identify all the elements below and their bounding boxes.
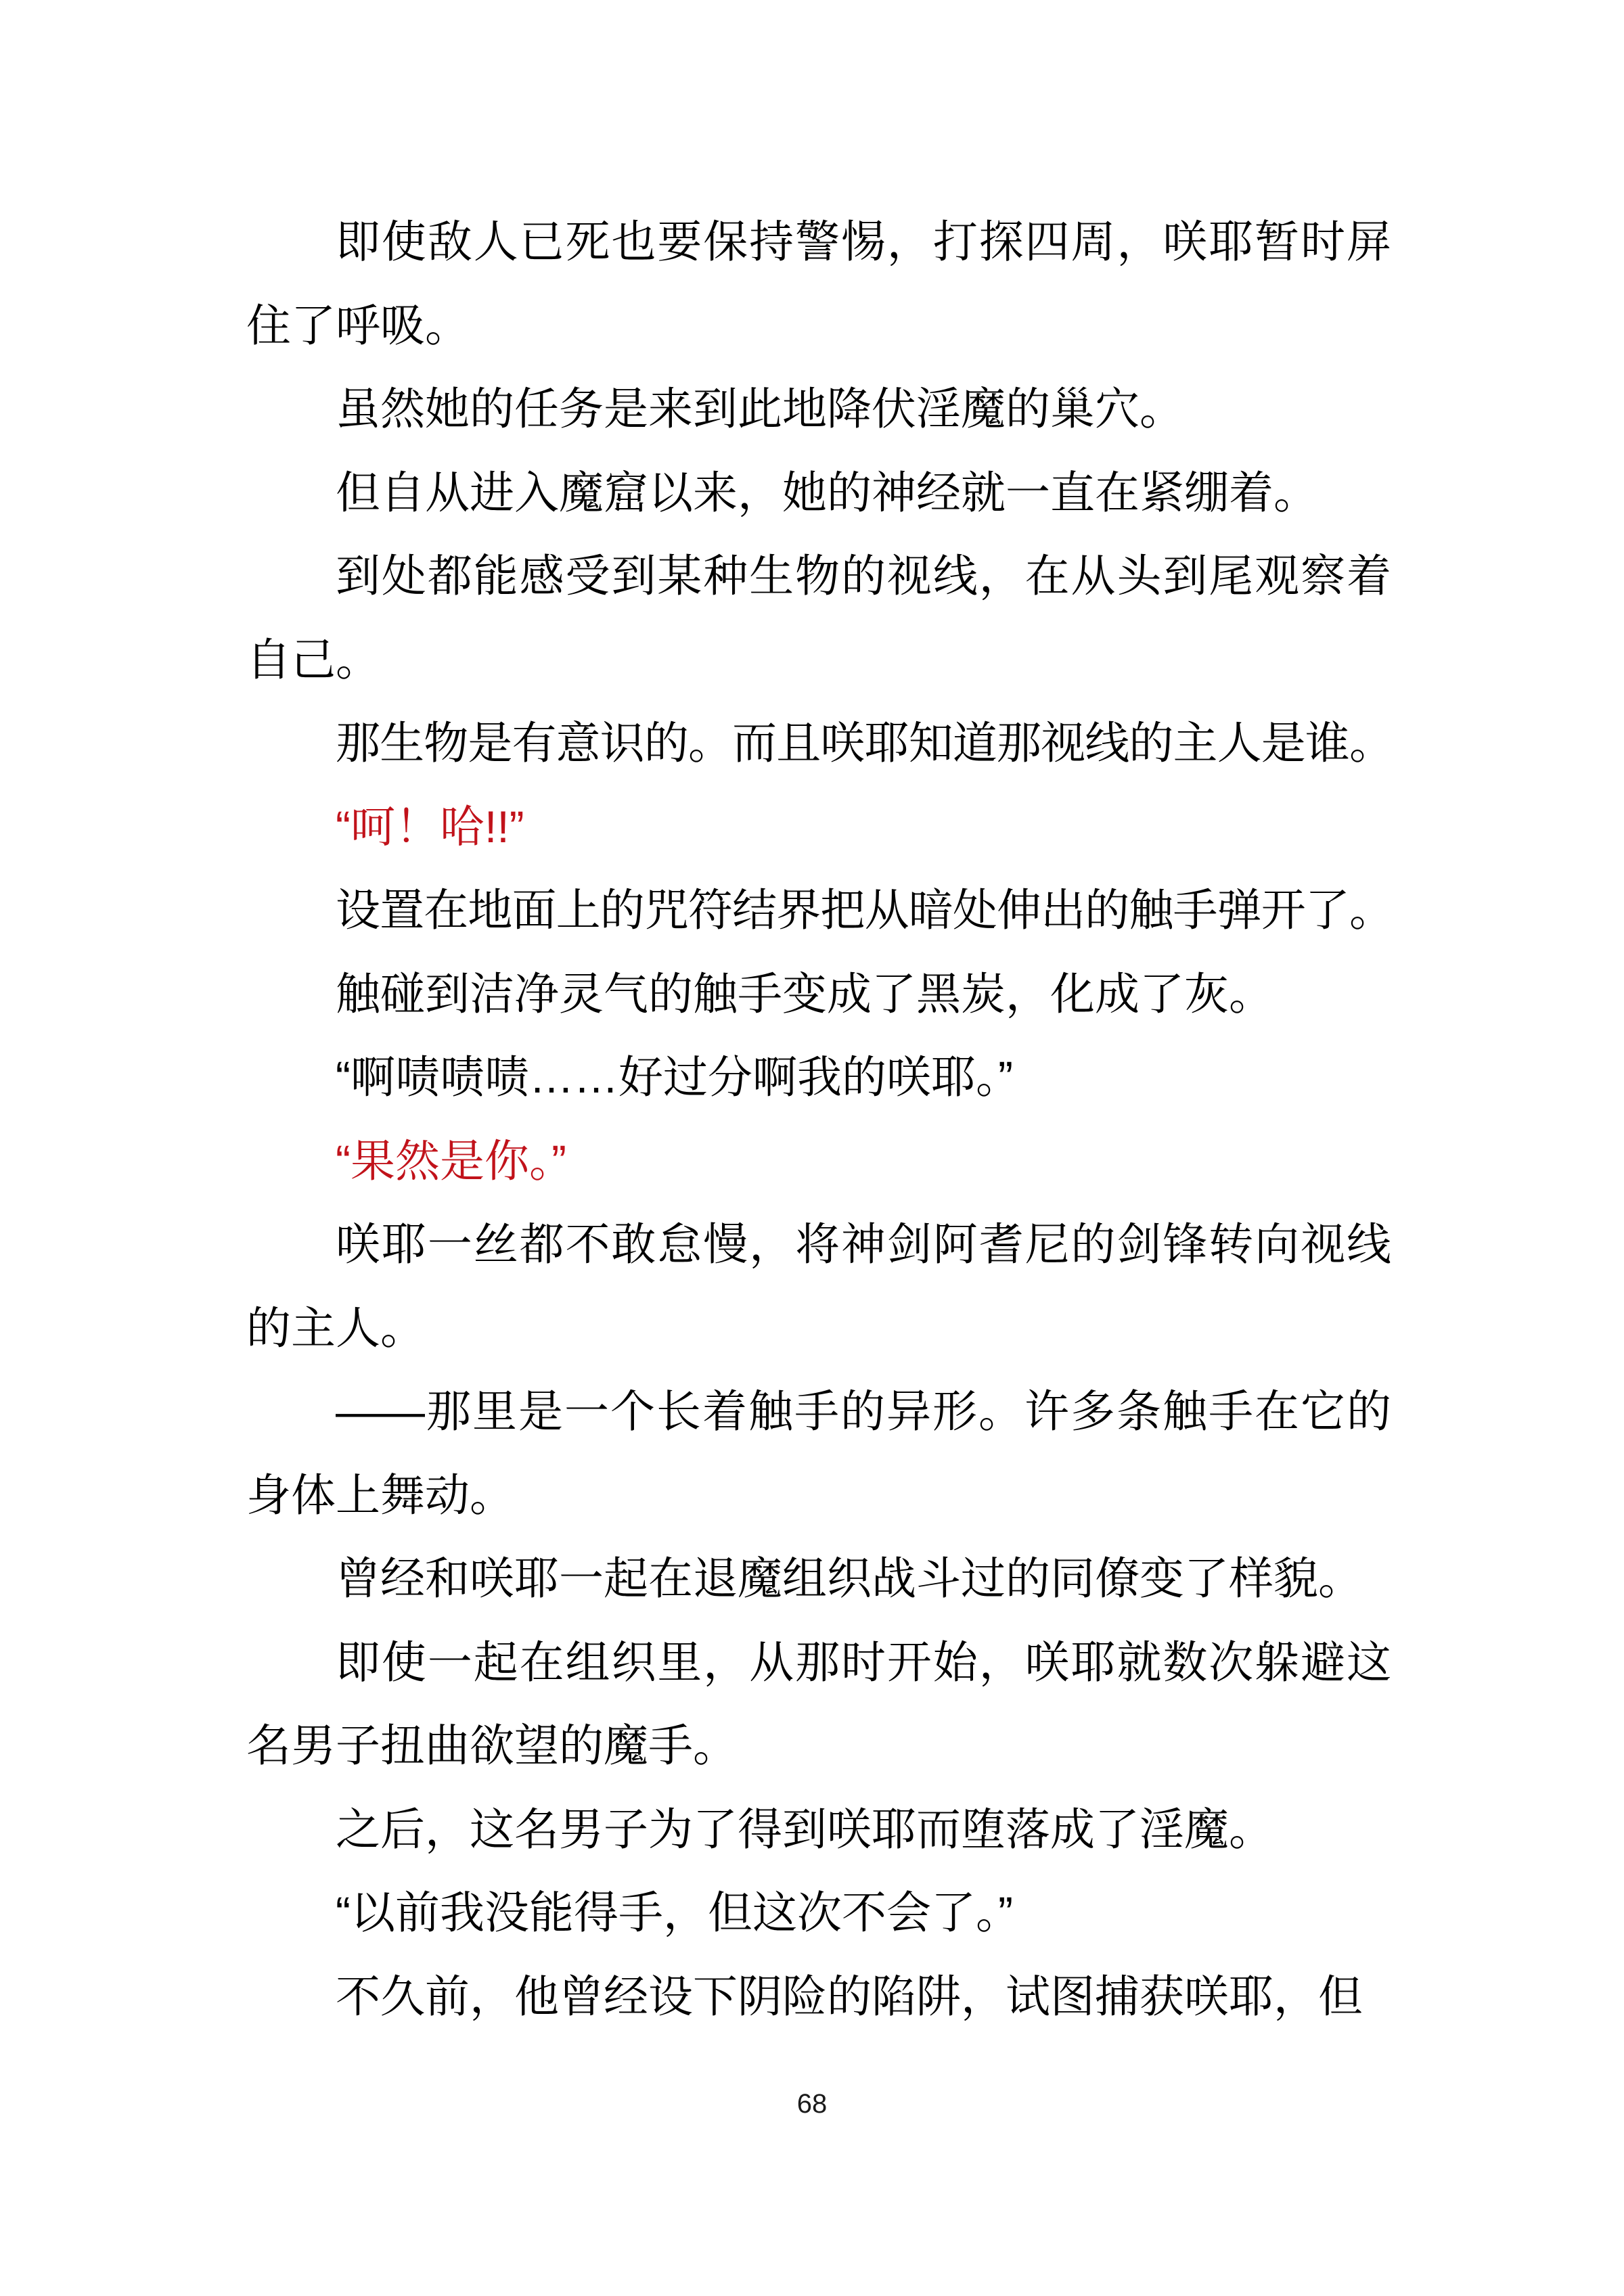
paragraph-14: 即使一起在组织里，从那时开始，咲耶就数次躲避这名男子扭曲欲望的魔手。 <box>246 1636 1391 1770</box>
paragraph-15: 之后，这名男子为了得到咲耶而堕落成了淫魔。 <box>336 1804 1273 1854</box>
paragraph-12: ——那里是一个长着触手的异形。许多条触手在它的身体上舞动。 <box>246 1386 1391 1520</box>
paragraph-17: 不久前，他曾经设下阴险的陷阱，试图捕获咲耶，但 <box>336 1971 1363 2021</box>
paragraph-7: 设置在地面上的咒符结界把从暗处伸出的触手弹开了。 <box>336 885 1391 935</box>
paragraph-8: 触碰到洁净灵气的触手变成了黑炭，化成了灰。 <box>336 968 1273 1019</box>
paragraph-10-dialogue-red: “果然是你。” <box>336 1135 566 1186</box>
paragraph-11: 咲耶一丝都不敢怠慢，将神剑阿耆尼的剑锋转向视线的主人。 <box>246 1219 1391 1353</box>
paragraph-5: 那生物是有意识的。而且咲耶知道那视线的主人是谁。 <box>336 718 1391 768</box>
paragraph-13: 曾经和咲耶一起在退魔组织战斗过的同僚变了样貌。 <box>336 1553 1363 1603</box>
page-number: 68 <box>796 2089 828 2119</box>
paragraph-4: 到处都能感受到某种生物的视线，在从头到尾观察着自己。 <box>246 551 1391 685</box>
paragraph-6-dialogue-red: “呵！哈!!” <box>336 801 524 852</box>
paragraph-2: 虽然她的任务是来到此地降伏淫魔的巢穴。 <box>336 384 1184 434</box>
body-text <box>246 0 1391 2038</box>
paragraph-16-dialogue: “以前我没能得手，但这次不会了。” <box>336 1887 1013 1937</box>
paragraph-1: 即使敌人已死也要保持警惕，打探四周，咲耶暂时屏住了呼吸。 <box>246 216 1391 350</box>
paragraph-3: 但自从进入魔窟以来，她的神经就一直在紧绷着。 <box>336 467 1318 518</box>
paragraph-9-dialogue: “啊啧啧啧……好过分啊我的咲耶。” <box>336 1052 1013 1102</box>
